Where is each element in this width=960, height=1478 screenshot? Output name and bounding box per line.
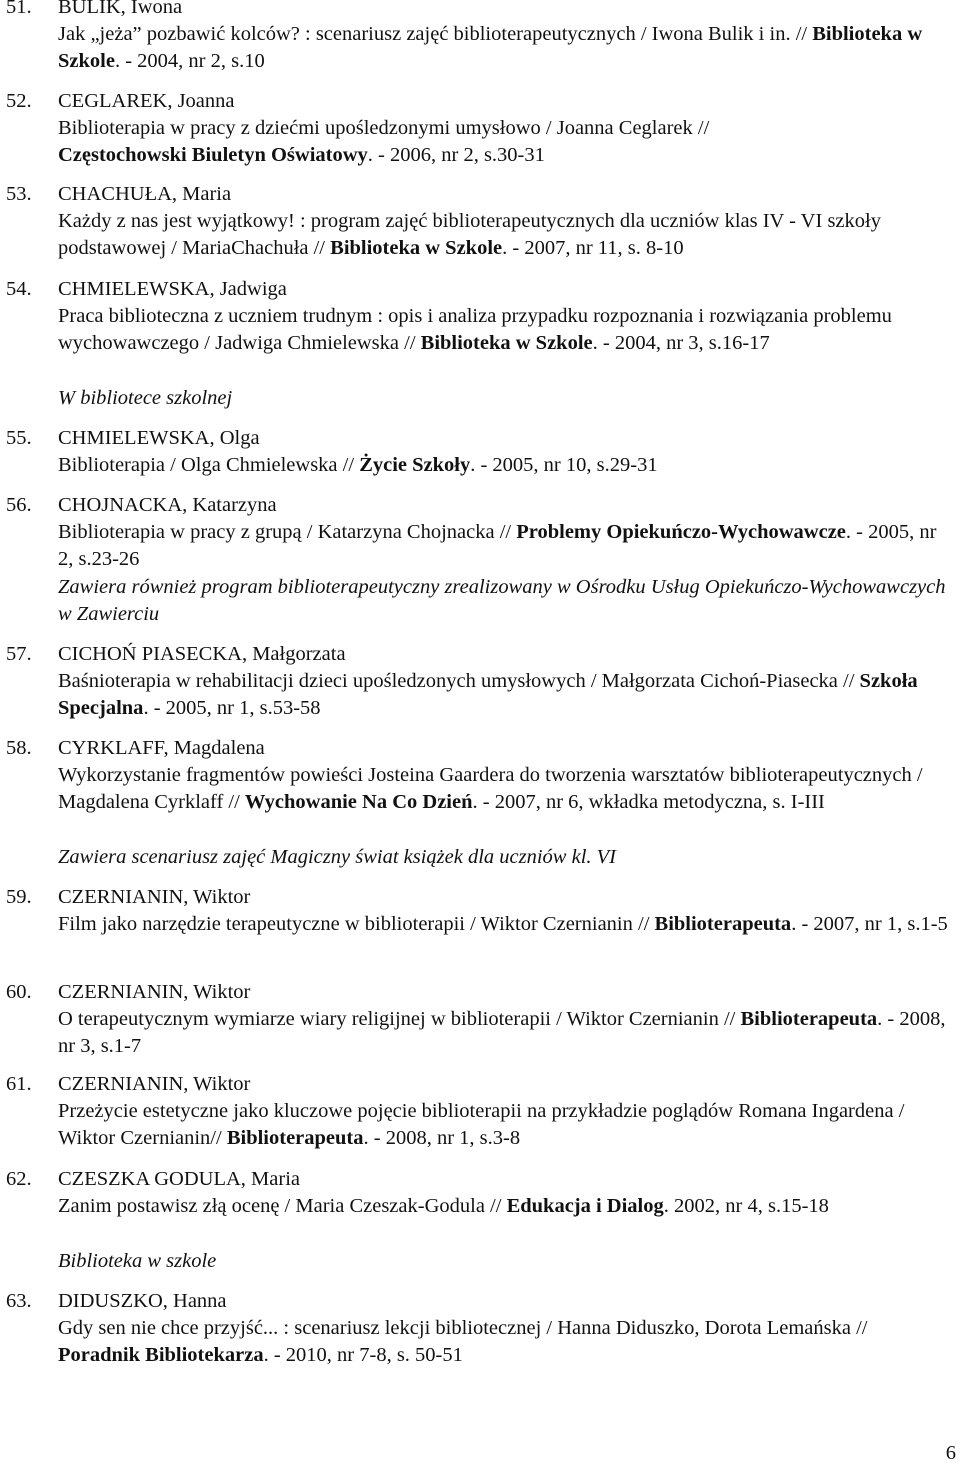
entry-author: DIDUSZKO, Hanna	[58, 1290, 227, 1312]
page-number: 6	[945, 1442, 956, 1464]
entry-description	[58, 208, 950, 262]
entry-note: Zawiera scenariusz zajęć Magiczny świat książek dla uczniów kl. VI	[58, 846, 616, 868]
entry-author: CZERNIANIN, Wiktor	[58, 886, 251, 908]
entry-note: W bibliotece szkolnej	[58, 387, 233, 409]
entry-number: 60.	[6, 981, 32, 1003]
entry-description	[58, 911, 950, 938]
entry-author: BULIK, Iwona	[58, 0, 183, 18]
entry-citation: . - 2008, nr 3, s.1-7	[58, 1008, 946, 1058]
entry-title: Baśnioterapia w rehabilitacji dzieci upośledzonych umysłowych / Małgorzata Cichoń-Piasecka //	[58, 670, 855, 692]
entry-journal: Biblioteka w Szkole	[58, 23, 923, 73]
entry-citation: . - 2007, nr 6, wkładka metodyczna, s. I-III	[472, 791, 825, 814]
entry-author: CHMIELEWSKA, Olga	[58, 427, 260, 449]
entry-author: CZESZKA GODULA, Maria	[58, 1168, 300, 1190]
entry-number: 61.	[6, 1073, 32, 1095]
entry-citation: . - 2004, nr 2, s.10	[114, 50, 265, 73]
entry-title: Biblioterapia w pracy z dziećmi upośledzonymi umysłowo / Joanna Ceglarek //	[58, 117, 710, 139]
entry-journal: Biblioterapeuta	[226, 1127, 364, 1150]
entry-citation: . - 2004, nr 3, s.16-17	[592, 332, 770, 355]
entry-description	[58, 762, 950, 816]
entry-journal: Szkoła Specjalna	[58, 670, 918, 720]
entry-number: 55.	[6, 427, 32, 449]
entry-title: Praca biblioteczna z uczniem trudnym : opis i analiza przypadku rozpoznania i rozwiązania problemu wychowawczego / Jadwiga Chmielewska //	[58, 305, 892, 355]
entry-author: CHACHUŁA, Maria	[58, 183, 232, 205]
entry-description	[58, 452, 950, 479]
entry-author: CHMIELEWSKA, Jadwiga	[58, 278, 287, 300]
entry-author: CZERNIANIN, Wiktor	[58, 981, 251, 1003]
entry-citation: . - 2005, nr 1, s.53-58	[143, 697, 321, 720]
entry-description	[58, 303, 950, 357]
entry-note: Biblioteka w szkole	[58, 1250, 217, 1272]
entry-citation: . - 2005, nr 2, s.23-26	[58, 521, 937, 571]
entry-number: 63.	[6, 1290, 32, 1312]
entry-author: CHOJNACKA, Katarzyna	[58, 494, 277, 516]
entry-journal: Życie Szkoły	[359, 454, 471, 476]
entry-journal: Edukacja i Dialog	[506, 1195, 664, 1217]
entry-number: 52.	[6, 90, 32, 112]
entry-description	[58, 519, 950, 573]
entry-citation: . - 2007, nr 11, s. 8-10	[502, 237, 684, 260]
entry-journal: Poradnik Bibliotekarza	[58, 1344, 264, 1367]
entry-citation: . - 2008, nr 1, s.3-8	[363, 1127, 521, 1150]
entry-number: 56.	[6, 494, 32, 516]
entry-description	[58, 115, 950, 169]
entry-title: Każdy z nas jest wyjątkowy! : program zajęć biblioterapeutycznych dla uczniów klas IV - VI szkoły podstawowej / MariaChachuła //	[58, 210, 881, 260]
entry-citation: . - 2010, nr 7-8, s. 50-51	[263, 1344, 463, 1367]
entry-title: Biblioterapia w pracy z grupą / Katarzyna Chojnacka //	[58, 521, 512, 543]
entry-journal: Wychowanie Na Co Dzień	[244, 791, 473, 814]
entry-author: CICHOŃ PIASECKA, Małgorzata	[58, 643, 346, 665]
entry-title: Zanim postawisz złą ocenę / Maria Czeszak-Godula //	[58, 1195, 502, 1217]
entry-note: Zawiera również program biblioterapeutyczny zrealizowany w Ośrodku Usług Opiekuńczo-Wychowawczych w Zawierciu	[58, 576, 946, 626]
entry-title: Jak „jeża” pozbawić kolców? : scenariusz zajęć biblioterapeutycznych / Iwona Bulik i in. //	[58, 23, 808, 45]
entry-journal: Częstochowski Biuletyn Oświatowy	[58, 144, 368, 167]
entry-citation: . - 2006, nr 2, s.30-31	[367, 144, 545, 167]
entry-number: 62.	[6, 1168, 32, 1190]
entry-description	[58, 21, 950, 75]
entry-citation: . - 2007, nr 1, s.1-5	[791, 913, 948, 935]
entry-title: Film jako narzędzie terapeutyczne w biblioterapii / Wiktor Czernianin //	[58, 913, 650, 935]
entry-title: O terapeutycznym wymiarze wiary religijnej w biblioterapii / Wiktor Czernianin //	[58, 1008, 736, 1030]
entry-title: Przeżycie estetyczne jako kluczowe pojęcie biblioterapii na przykładzie poglądów Romana Ingardena / Wiktor Czernianin//	[58, 1100, 905, 1150]
entry-description	[58, 1098, 950, 1152]
entry-journal: Biblioterapeuta	[740, 1008, 878, 1030]
entry-author: CEGLAREK, Joanna	[58, 90, 235, 112]
entry-title: Wykorzystanie fragmentów powieści Josteina Gaardera do tworzenia warsztatów biblioterapeutycznych / Magdalena Cyrklaff //	[58, 764, 923, 814]
entry-number: 51.	[6, 0, 32, 18]
entry-author: CZERNIANIN, Wiktor	[58, 1073, 251, 1095]
entry-number: 53.	[6, 183, 32, 205]
entry-journal: Problemy Opiekuńczo-Wychowawcze	[516, 521, 846, 543]
entry-author: CYRKLAFF, Magdalena	[58, 737, 265, 759]
entry-number: 57.	[6, 643, 32, 665]
entry-description	[58, 668, 950, 722]
entry-description	[58, 1315, 950, 1369]
entry-title: Gdy sen nie chce przyjść... : scenariusz lekcji bibliotecznej / Hanna Diduszko, Dorota Lemańska //	[58, 1317, 868, 1339]
entry-number: 54.	[6, 278, 32, 300]
entry-description	[58, 1193, 950, 1220]
entry-journal: Biblioterapeuta	[654, 913, 792, 935]
entry-description	[58, 1006, 950, 1060]
entry-citation: . 2002, nr 4, s.15-18	[663, 1195, 829, 1217]
entry-journal: Biblioteka w Szkole	[420, 332, 593, 355]
entry-number: 58.	[6, 737, 32, 759]
entry-journal: Biblioteka w Szkole	[330, 237, 503, 260]
entry-title: Biblioterapia / Olga Chmielewska //	[58, 454, 355, 476]
entry-citation: . - 2005, nr 10, s.29-31	[470, 454, 658, 476]
entry-number: 59.	[6, 886, 32, 908]
